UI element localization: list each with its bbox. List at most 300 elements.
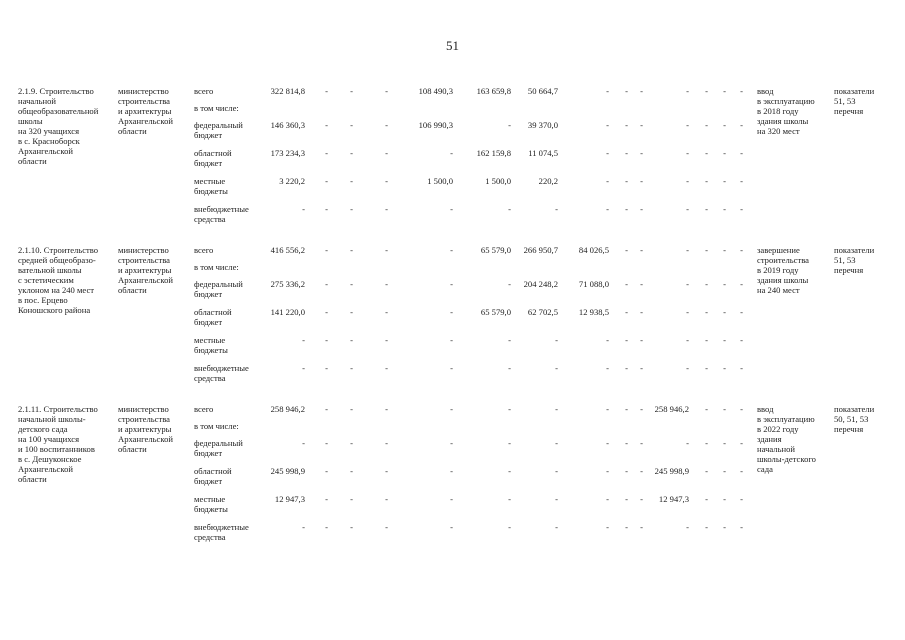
amount-cell: - [640,494,643,504]
funding-source-label: в том числе: [194,103,239,113]
amount-cell: 71 088,0 [578,279,609,289]
amount-cell: - [350,494,353,504]
amount-cell: - [350,279,353,289]
amount-cell: - [740,148,743,158]
measure-name-line: в с. Дешуконское [18,454,82,464]
amount-cell: 173 234,3 [270,148,305,158]
amount-cell: - [625,148,628,158]
amount-cell: - [723,438,726,448]
result-line: в 2022 году [757,424,799,434]
indicator-line: 51, 53 [834,255,856,265]
executor-line: области [118,444,147,454]
amount-cell: 11 074,5 [528,148,558,158]
amount-cell: - [606,204,609,214]
amount-cell: - [723,279,726,289]
amount-cell: - [606,120,609,130]
amount-cell: - [640,279,643,289]
amount-cell: - [740,204,743,214]
amount-cell: - [508,120,511,130]
funding-source-label: бюджет [194,317,223,327]
funding-source-label: местные [194,176,226,186]
amount-cell: 12 947,3 [274,494,305,504]
result-line: здания [757,434,782,444]
amount-cell: - [385,204,388,214]
amount-cell: - [450,245,453,255]
amount-cell: - [705,466,708,476]
measure-name-line: области [18,474,47,484]
measure-name: 2.1.9. Строительство [18,86,94,96]
amount-cell: 146 360,3 [270,120,305,130]
amount-cell: 65 579,0 [480,307,511,317]
amount-cell: - [606,438,609,448]
amount-cell: - [555,404,558,414]
amount-cell: - [625,363,628,373]
amount-cell: 12 938,5 [578,307,609,317]
measure-name-line: на 100 учащихся [18,434,80,444]
amount-cell: - [450,466,453,476]
funding-source-label: областной [194,466,232,476]
executor-line: министерство [118,86,169,96]
amount-cell: 141 220,0 [270,307,305,317]
indicator-line: 51, 53 [834,96,856,106]
amount-cell: - [606,466,609,476]
amount-cell: - [325,176,328,186]
funding-source-label: в том числе: [194,262,239,272]
amount-cell: - [686,176,689,186]
amount-cell: - [325,120,328,130]
measure-name-line: уклоном на 240 мест [18,285,95,295]
amount-cell: - [350,176,353,186]
amount-cell: - [325,466,328,476]
amount-cell: - [450,204,453,214]
amount-cell: - [385,438,388,448]
amount-cell: - [450,148,453,158]
amount-cell: 204 248,2 [523,279,558,289]
amount-cell: - [625,307,628,317]
amount-cell: - [450,335,453,345]
amount-cell: 65 579,0 [480,245,511,255]
executor-line: Архангельской [118,434,173,444]
result-line: в эксплуатацию [757,96,815,106]
indicator-line: показатели [834,245,875,255]
funding-source-label: внебюджетные [194,204,249,214]
amount-cell: - [325,522,328,532]
amount-cell: - [640,307,643,317]
amount-cell: - [450,279,453,289]
measure-name-line: общеобразовательной [18,106,99,116]
funding-source-label: областной [194,148,232,158]
amount-cell: - [740,245,743,255]
amount-cell: - [640,438,643,448]
funding-source-label: областной [194,307,232,317]
amount-cell: - [508,466,511,476]
amount-cell: - [723,245,726,255]
amount-cell: - [705,148,708,158]
amount-cell: - [302,522,305,532]
amount-cell: - [325,279,328,289]
amount-cell: - [740,307,743,317]
amount-cell: - [640,245,643,255]
funding-source-label: всего [194,404,214,414]
amount-cell: - [740,279,743,289]
result-line: сада [757,464,773,474]
amount-cell: - [640,176,643,186]
amount-cell: - [723,307,726,317]
amount-cell: - [385,120,388,130]
funding-source-label: всего [194,86,214,96]
amount-cell: 1 500,0 [427,176,453,186]
funding-source-label: всего [194,245,214,255]
amount-cell: - [350,335,353,345]
page-number: 51 [446,38,459,53]
amount-cell: 84 026,5 [578,245,609,255]
amount-cell: - [723,363,726,373]
funding-source-label: бюджеты [194,504,228,514]
executor-line: области [118,285,147,295]
measure-name-line: начальной [18,96,56,106]
executor-line: министерство [118,245,169,255]
amount-cell: - [606,363,609,373]
amount-cell: - [625,404,628,414]
amount-cell: - [350,245,353,255]
funding-source-label: средства [194,532,226,542]
amount-cell: - [325,494,328,504]
amount-cell: - [686,245,689,255]
amount-cell: - [640,148,643,158]
result-line: здания школы [757,275,809,285]
amount-cell: - [640,86,643,96]
amount-cell: - [606,404,609,414]
funding-source-label: в том числе: [194,421,239,431]
amount-cell: - [625,279,628,289]
amount-cell: 39 370,0 [527,120,558,130]
amount-cell: - [740,438,743,448]
amount-cell: - [625,120,628,130]
amount-cell: - [555,335,558,345]
amount-cell: - [625,438,628,448]
amount-cell: 50 664,7 [527,86,558,96]
amount-cell: - [385,522,388,532]
amount-cell: - [555,438,558,448]
amount-cell: - [705,279,708,289]
executor-line: и архитектуры [118,424,172,434]
amount-cell: - [705,363,708,373]
executor-line: строительства [118,96,170,106]
amount-cell: 62 702,5 [527,307,558,317]
funding-source-label: внебюджетные [194,363,249,373]
measure-name-line: и 100 воспитанников [18,444,95,454]
result-line: на 320 мест [757,126,800,136]
amount-cell: 108 490,3 [418,86,453,96]
amount-cell: 275 336,2 [270,279,305,289]
amount-cell: - [723,522,726,532]
amount-cell: - [508,494,511,504]
measure-name: 2.1.10. Строительство [18,245,99,255]
amount-cell: - [705,245,708,255]
result-line: в 2018 году [757,106,799,116]
amount-cell: - [686,335,689,345]
measure-name-line: в с. Красноборск [18,136,80,146]
funding-source-label: средства [194,373,226,383]
amount-cell: - [640,363,643,373]
amount-cell: - [450,438,453,448]
measure-name-line: Архангельской [18,146,73,156]
funding-source-label: бюджет [194,289,223,299]
funding-source-label: федеральный [194,120,243,130]
amount-cell: - [350,307,353,317]
amount-cell: 245 998,9 [270,466,305,476]
executor-line: Архангельской [118,275,173,285]
amount-cell: - [385,279,388,289]
amount-cell: - [508,404,511,414]
amount-cell: - [686,279,689,289]
amount-cell: - [325,148,328,158]
funding-source-label: бюджет [194,158,223,168]
amount-cell: - [302,204,305,214]
amount-cell: - [640,466,643,476]
amount-cell: - [640,522,643,532]
amount-cell: - [385,335,388,345]
amount-cell: - [350,148,353,158]
amount-cell: - [640,120,643,130]
amount-cell: - [555,494,558,504]
measure-name-line: с эстетическим [18,275,74,285]
amount-cell: - [606,522,609,532]
amount-cell: - [625,335,628,345]
funding-source-label: средства [194,214,226,224]
funding-source-label: бюджет [194,448,223,458]
amount-cell: - [705,307,708,317]
measure-name: 2.1.11. Строительство [18,404,98,414]
amount-cell: - [686,148,689,158]
amount-cell: - [555,466,558,476]
result-line: на 240 мест [757,285,800,295]
indicator-line: показатели [834,86,875,96]
amount-cell: - [686,363,689,373]
amount-cell: - [625,86,628,96]
amount-cell: - [740,86,743,96]
amount-cell: - [686,522,689,532]
result-line: завершение [757,245,800,255]
amount-cell: - [625,466,628,476]
measure-name-line: в пос. Ерцево [18,295,68,305]
funding-source-label: местные [194,335,226,345]
amount-cell: - [723,494,726,504]
amount-cell: - [625,176,628,186]
measure-name-line: Коношского района [18,305,91,315]
amount-cell: - [640,335,643,345]
funding-source-label: бюджеты [194,345,228,355]
result-line: ввод [757,86,774,96]
amount-cell: - [450,522,453,532]
amount-cell: - [606,494,609,504]
amount-cell: - [740,522,743,532]
amount-cell: - [606,176,609,186]
amount-cell: - [385,245,388,255]
amount-cell: - [640,404,643,414]
amount-cell: - [508,279,511,289]
indicator-line: перечня [834,265,864,275]
measure-name-line: детского сада [18,424,68,434]
amount-cell: - [302,363,305,373]
amount-cell: - [705,86,708,96]
amount-cell: - [325,307,328,317]
result-line: школы-детского [757,454,816,464]
amount-cell: - [555,522,558,532]
funding-source-label: внебюджетные [194,522,249,532]
amount-cell: - [385,86,388,96]
funding-source-label: бюджеты [194,186,228,196]
amount-cell: - [723,466,726,476]
amount-cell: - [740,404,743,414]
amount-cell: - [625,522,628,532]
amount-cell: 162 159,8 [476,148,511,158]
amount-cell: - [350,363,353,373]
result-line: начальной [757,444,795,454]
measure-name-line: школы [18,116,43,126]
measure-name-line: средней общеобразо- [18,255,96,265]
funding-source-label: бюджет [194,130,223,140]
amount-cell: - [606,86,609,96]
amount-cell: - [625,204,628,214]
amount-cell: - [450,307,453,317]
amount-cell: - [385,176,388,186]
amount-cell: - [508,438,511,448]
amount-cell: 220,2 [538,176,558,186]
amount-cell: - [385,307,388,317]
amount-cell: 266 950,7 [523,245,558,255]
amount-cell: - [385,363,388,373]
amount-cell: - [508,204,511,214]
amount-cell: - [740,176,743,186]
funding-source-label: бюджет [194,476,223,486]
amount-cell: - [705,120,708,130]
amount-cell: - [686,86,689,96]
amount-cell: - [686,120,689,130]
result-line: ввод [757,404,774,414]
amount-cell: - [740,335,743,345]
executor-line: строительства [118,414,170,424]
result-line: в 2019 году [757,265,799,275]
executor-line: Архангельской [118,116,173,126]
amount-cell: - [450,363,453,373]
amount-cell: - [705,438,708,448]
amount-cell: - [325,86,328,96]
amount-cell: - [508,363,511,373]
amount-cell: - [325,204,328,214]
amount-cell: 322 814,8 [270,86,305,96]
amount-cell: - [625,245,628,255]
amount-cell: - [740,120,743,130]
indicator-line: перечня [834,424,864,434]
funding-source-label: федеральный [194,438,243,448]
indicator-line: показатели [834,404,875,414]
amount-cell: - [705,522,708,532]
amount-cell: - [686,307,689,317]
amount-cell: - [450,494,453,504]
amount-cell: - [723,86,726,96]
amount-cell: 416 556,2 [270,245,305,255]
amount-cell: - [350,466,353,476]
executor-line: области [118,126,147,136]
measure-name-line: начальной школы- [18,414,86,424]
amount-cell: - [723,404,726,414]
amount-cell: - [705,335,708,345]
amount-cell: - [723,176,726,186]
amount-cell: 258 946,2 [270,404,305,414]
amount-cell: - [740,494,743,504]
amount-cell: - [723,120,726,130]
executor-line: и архитектуры [118,265,172,275]
measure-name-line: Архангельской [18,464,73,474]
executor-line: министерство [118,404,169,414]
amount-cell: 245 998,9 [654,466,689,476]
amount-cell: - [325,438,328,448]
amount-cell: - [325,335,328,345]
funding-source-label: местные [194,494,226,504]
amount-cell: - [686,438,689,448]
indicator-line: 50, 51, 53 [834,414,869,424]
amount-cell: 106 990,3 [418,120,453,130]
amount-cell: 12 947,3 [658,494,689,504]
amount-cell: - [606,335,609,345]
amount-cell: - [625,494,628,504]
amount-cell: - [740,363,743,373]
amount-cell: - [350,120,353,130]
amount-cell: - [450,404,453,414]
amount-cell: - [705,176,708,186]
amount-cell: 258 946,2 [654,404,689,414]
amount-cell: - [325,363,328,373]
amount-cell: - [350,404,353,414]
amount-cell: - [705,204,708,214]
measure-name-line: области [18,156,47,166]
amount-cell: - [508,335,511,345]
result-line: здания школы [757,116,809,126]
amount-cell: 1 500,0 [485,176,511,186]
amount-cell: - [740,466,743,476]
result-line: в эксплуатацию [757,414,815,424]
amount-cell: - [350,204,353,214]
amount-cell: - [385,148,388,158]
amount-cell: - [350,86,353,96]
amount-cell: - [705,404,708,414]
result-line: строительства [757,255,809,265]
measure-name-line: на 320 учащихся [18,126,80,136]
amount-cell: - [686,204,689,214]
amount-cell: - [508,522,511,532]
amount-cell: - [705,494,708,504]
funding-source-label: федеральный [194,279,243,289]
executor-line: строительства [118,255,170,265]
amount-cell: - [350,522,353,532]
executor-line: и архитектуры [118,106,172,116]
amount-cell: - [325,245,328,255]
amount-cell: - [723,204,726,214]
amount-cell: - [606,148,609,158]
amount-cell: - [325,404,328,414]
amount-cell: - [302,438,305,448]
amount-cell: - [350,438,353,448]
amount-cell: - [723,148,726,158]
measure-name-line: вательной школы [18,265,82,275]
amount-cell: - [302,335,305,345]
amount-cell: - [723,335,726,345]
amount-cell: - [640,204,643,214]
amount-cell: - [385,494,388,504]
amount-cell: 3 220,2 [279,176,305,186]
amount-cell: - [555,204,558,214]
